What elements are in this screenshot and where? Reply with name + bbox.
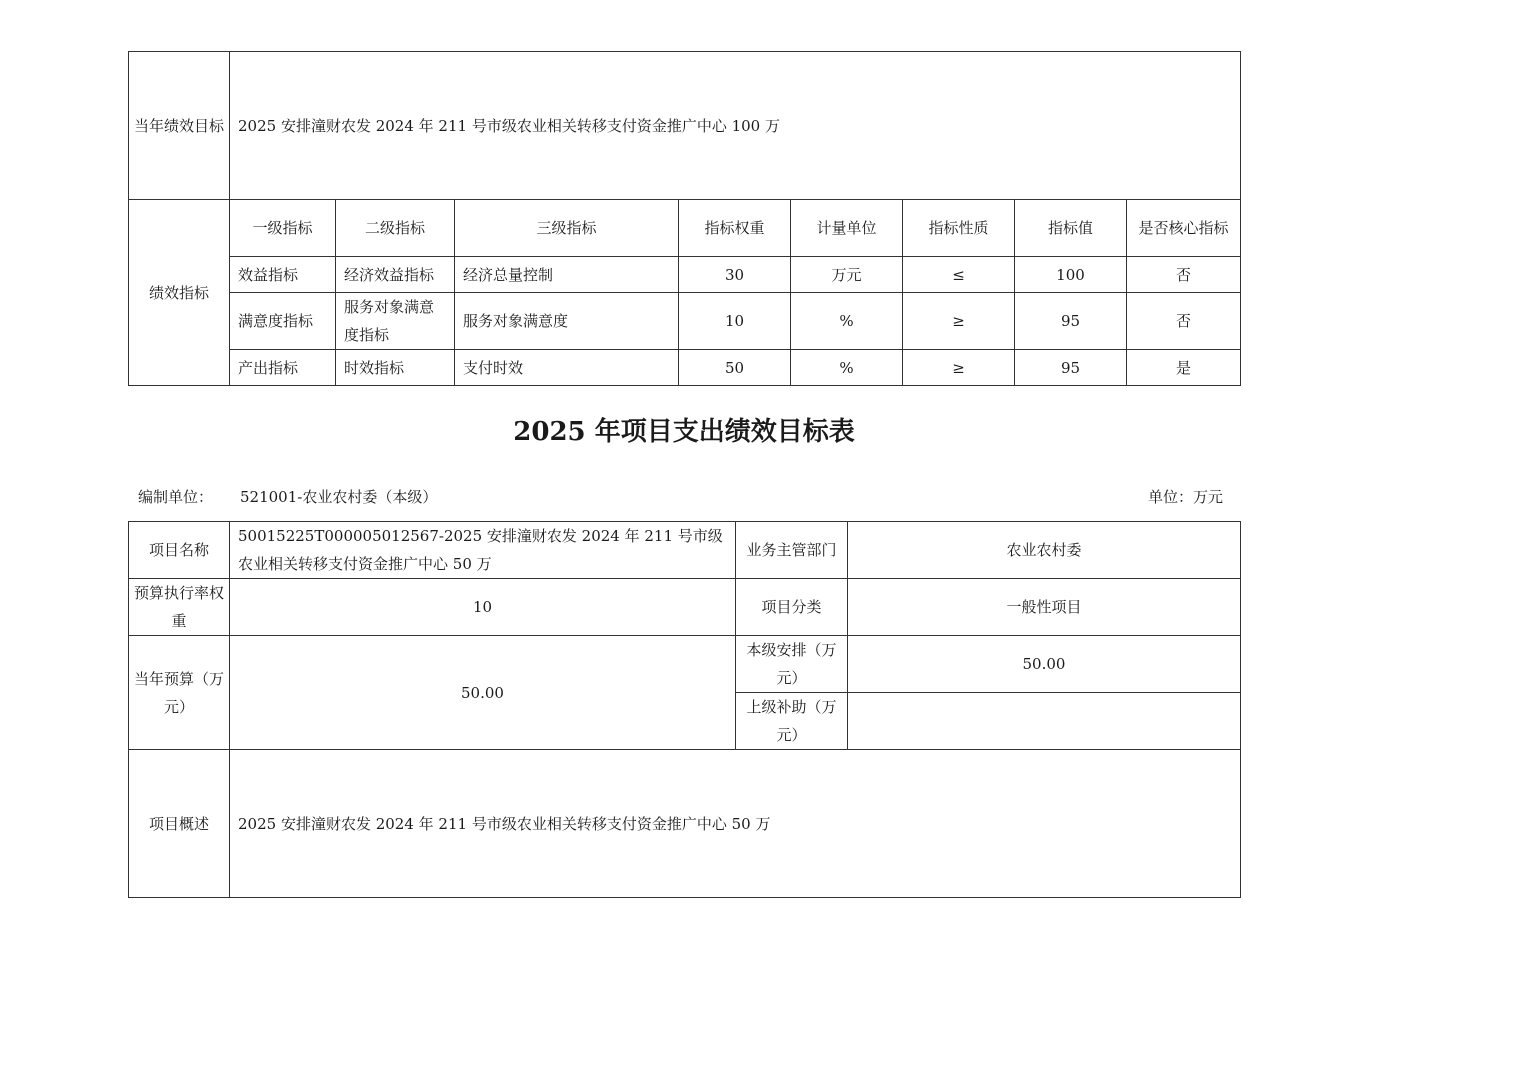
cell: 满意度指标 [230,293,336,350]
table-row [129,350,1241,386]
cell: 经济总量控制 [455,257,679,293]
cell: ≥ [903,293,1015,350]
cell: 产出指标 [230,350,336,386]
cell: 10 [679,293,791,350]
local-label: 本级安排（万元） [736,636,848,693]
header-cell: 三级指标 [455,200,679,257]
indicator-header-row [129,200,1241,257]
goal-text: 2025 安排潼财农发 2024 年 211 号市级农业相关转移支付资金推广中心 100 万 [230,52,1241,200]
header-cell: 二级指标 [336,200,455,257]
table-row [129,257,1241,293]
cell: ≥ [903,350,1015,386]
header-cell: 指标权重 [679,200,791,257]
project-table [128,521,1241,898]
cell: 时效指标 [336,350,455,386]
cell: 服务对象满意度 [455,293,679,350]
category-label: 项目分类 [736,579,848,636]
dept-value: 农业农村委 [848,522,1241,579]
cell: 否 [1127,257,1241,293]
header-cell: 指标性质 [903,200,1015,257]
cell: % [791,293,903,350]
cell: 支付时效 [455,350,679,386]
cell: 万元 [791,257,903,293]
indicators-label: 绩效指标 [129,200,230,386]
header-cell: 计量单位 [791,200,903,257]
local-value: 50.00 [848,636,1241,693]
dept-label: 业务主管部门 [736,522,848,579]
cell: % [791,350,903,386]
category-value: 一般性项目 [848,579,1241,636]
overview-label: 项目概述 [129,750,230,898]
unit-value: 521001-农业农村委（本级） [240,488,438,506]
cell: 50 [679,350,791,386]
subsidy-label: 上级补助（万元） [736,693,848,750]
exec-weight-label: 预算执行率权重 [129,579,230,636]
cell: 95 [1015,350,1127,386]
cell: ≤ [903,257,1015,293]
cell: 效益指标 [230,257,336,293]
cell: 经济效益指标 [336,257,455,293]
goal-label: 当年绩效目标 [129,52,230,200]
header-cell: 一级指标 [230,200,336,257]
budget-row [129,636,1241,693]
goal-row [129,52,1241,200]
cell: 95 [1015,293,1127,350]
budget-label: 当年预算（万元） [129,636,230,750]
cell: 30 [679,257,791,293]
cell: 否 [1127,293,1241,350]
project-name-value: 50015225T000005012567-2025 安排潼财农发 2024 年 211 号市级农业相关转移支付资金推广中心 50 万 [230,522,736,579]
cell: 100 [1015,257,1127,293]
project-name-row [129,522,1241,579]
cell: 是 [1127,350,1241,386]
exec-weight-row [129,579,1241,636]
unit-label: 编制单位： [138,488,214,506]
header-cell: 指标值 [1015,200,1127,257]
subsidy-value [848,693,1241,750]
header-cell: 是否核心指标 [1127,200,1241,257]
budget-value: 50.00 [230,636,736,750]
overview-text: 2025 安排潼财农发 2024 年 211 号市级农业相关转移支付资金推广中心 50 万 [230,750,1241,898]
performance-table [128,51,1241,386]
cell: 服务对象满意度指标 [336,293,455,350]
form-title: 2025 年项目支出绩效目标表 [513,417,855,447]
table-row [129,293,1241,350]
currency-unit: 单位：万元 [1148,488,1224,506]
project-name-label: 项目名称 [129,522,230,579]
overview-row [129,750,1241,898]
exec-weight-value: 10 [230,579,736,636]
